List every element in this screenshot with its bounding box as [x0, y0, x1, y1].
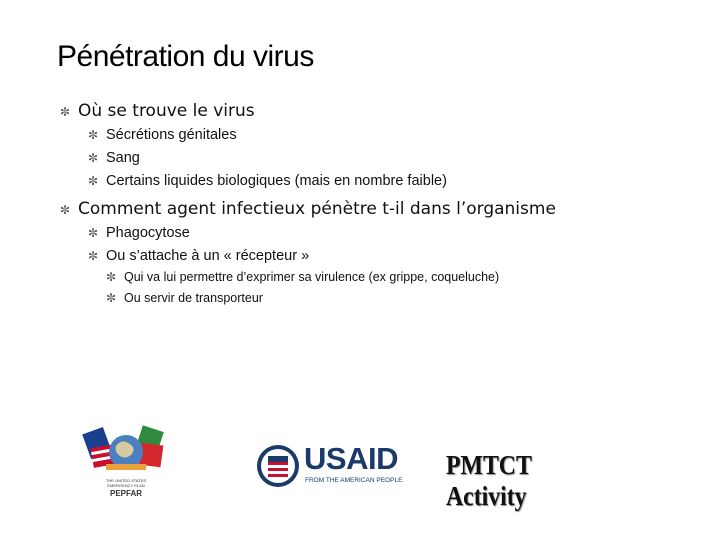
bullet-glyph-icon: ✼: [106, 270, 117, 284]
svg-text:EMERGENCY PLAN: EMERGENCY PLAN: [107, 483, 145, 488]
svg-text:PEPFAR: PEPFAR: [109, 489, 143, 498]
bullet-glyph-icon: ✼: [60, 203, 71, 217]
usaid-wordmark: USAID: [304, 441, 398, 476]
pepfar-flags-logo: [78, 420, 174, 500]
usaid-logo: [256, 441, 403, 488]
bullet-glyph-icon: ✼: [88, 151, 99, 165]
bullet-item: ✼ Où se trouve le virus: [60, 101, 255, 121]
bullet-glyph-icon: ✼: [88, 128, 99, 142]
bullet-item: ✼ Phagocytose: [88, 225, 190, 241]
bullet-item: ✼ Ou s’attache à un « récepteur »: [88, 248, 310, 264]
bullet-glyph-icon: ✼: [106, 291, 117, 305]
bullet-item: ✼ Sécrétions génitales: [88, 127, 237, 143]
bullet-item: ✼ Qui va lui permettre d’exprimer sa virulence (ex grippe, coqueluche): [106, 270, 500, 284]
bullet-glyph-icon: ✼: [88, 174, 99, 188]
bullet-item: ✼ Certains liquides biologiques (mais en nombre faible): [88, 173, 447, 189]
bullet-item: ✼ Sang: [88, 150, 140, 166]
bullet-glyph-icon: ✼: [88, 226, 99, 240]
bullet-glyph-icon: ✼: [88, 249, 99, 263]
bullet-item: ✼ Ou servir de transporteur: [106, 291, 263, 305]
usaid-tagline: FROM THE AMERICAN PEOPLE: [305, 477, 403, 484]
pmtct-activity-label: PMTCT Activity: [446, 450, 532, 511]
slide-title: Pénétration du virus: [57, 40, 314, 73]
usaid-seal-logo: [256, 444, 300, 488]
bullet-item: ✼ Comment agent infectieux pénètre t-il dans l’organisme: [60, 199, 556, 219]
bullet-glyph-icon: ✼: [60, 105, 71, 119]
svg-text:THE UNITED STATES: THE UNITED STATES: [105, 478, 147, 483]
